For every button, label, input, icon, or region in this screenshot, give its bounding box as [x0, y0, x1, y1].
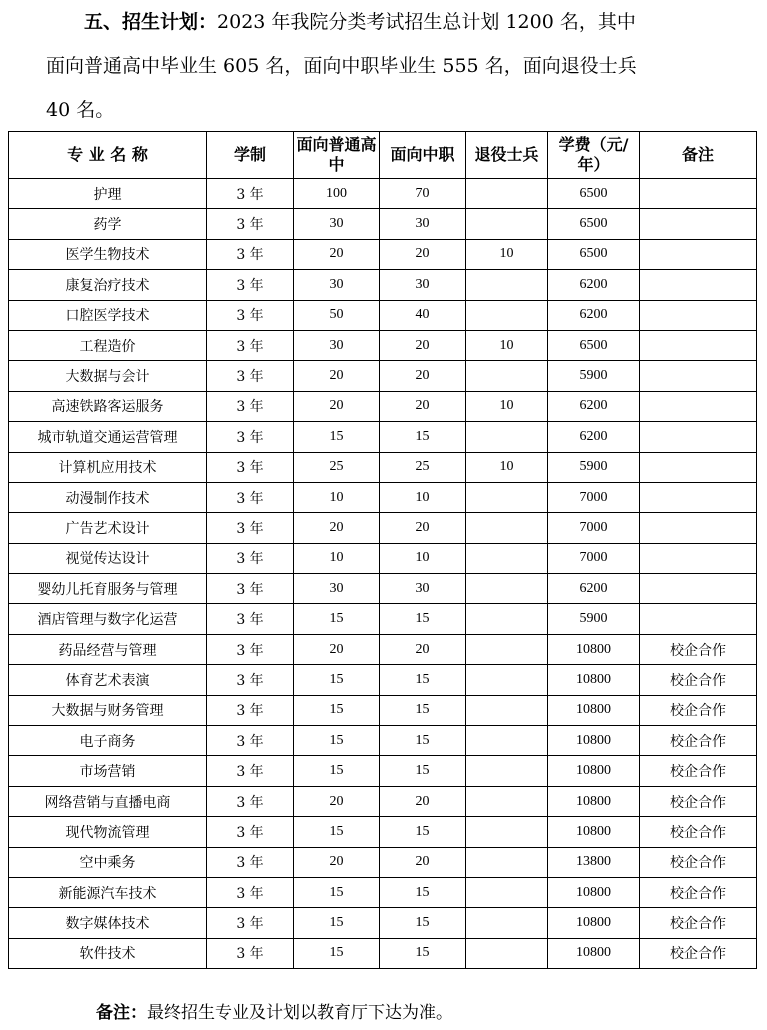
cell-tuition: 6200: [548, 270, 640, 300]
cell-major-name: 软件技术: [9, 938, 207, 968]
cell-remarks: [640, 361, 757, 391]
cell-duration: 3 年: [207, 300, 294, 330]
table-row: [9, 847, 757, 877]
cell-major-name: 口腔医学技术: [9, 300, 207, 330]
cell-vocational: 20: [380, 634, 466, 664]
cell-duration: 3 年: [207, 452, 294, 482]
footnote: [96, 998, 453, 1023]
cell-vocational: 40: [380, 300, 466, 330]
cell-tuition: 6200: [548, 391, 640, 421]
cell-vocational: 15: [380, 726, 466, 756]
header-remarks: 备注: [640, 132, 757, 179]
cell-vocational: 20: [380, 513, 466, 543]
cell-veterans: [466, 786, 548, 816]
cell-vocational: 20: [380, 330, 466, 360]
cell-vocational: 15: [380, 817, 466, 847]
cell-tuition: 10800: [548, 938, 640, 968]
cell-tuition: 6500: [548, 330, 640, 360]
cell-general-high-school: 20: [294, 847, 380, 877]
cell-duration: 3 年: [207, 543, 294, 573]
cell-duration: 3 年: [207, 908, 294, 938]
cell-remarks: 校企合作: [640, 726, 757, 756]
cell-remarks: [640, 179, 757, 209]
cell-major-name: 康复治疗技术: [9, 270, 207, 300]
cell-veterans: [466, 695, 548, 725]
cell-veterans: [466, 665, 548, 695]
cell-vocational: 70: [380, 179, 466, 209]
cell-major-name: 药品经营与管理: [9, 634, 207, 664]
cell-vocational: 15: [380, 938, 466, 968]
cell-veterans: 10: [466, 239, 548, 269]
enrollment-plan-table: [8, 131, 757, 969]
cell-veterans: [466, 726, 548, 756]
cell-major-name: 市场营销: [9, 756, 207, 786]
table-row: [9, 300, 757, 330]
cell-tuition: 10800: [548, 695, 640, 725]
cell-major-name: 医学生物技术: [9, 239, 207, 269]
table-row: [9, 665, 757, 695]
cell-vocational: 10: [380, 543, 466, 573]
table-row: [9, 239, 757, 269]
table-row: [9, 604, 757, 634]
cell-veterans: 10: [466, 452, 548, 482]
cell-general-high-school: 15: [294, 422, 380, 452]
cell-tuition: 5900: [548, 452, 640, 482]
cell-general-high-school: 20: [294, 391, 380, 421]
cell-vocational: 30: [380, 209, 466, 239]
cell-duration: 3 年: [207, 209, 294, 239]
cell-veterans: [466, 422, 548, 452]
cell-veterans: [466, 179, 548, 209]
cell-major-name: 电子商务: [9, 726, 207, 756]
cell-duration: 3 年: [207, 391, 294, 421]
table-row: [9, 938, 757, 968]
cell-veterans: [466, 634, 548, 664]
cell-remarks: [640, 574, 757, 604]
cell-general-high-school: 15: [294, 817, 380, 847]
table-row: [9, 756, 757, 786]
cell-duration: 3 年: [207, 179, 294, 209]
intro-line-2: 面向普通高中毕业生 605 名，面向中职毕业生 555 名，面向退役士兵: [46, 55, 637, 77]
cell-remarks: 校企合作: [640, 847, 757, 877]
intro-text-1: 2023 年我院分类考试招生总计划 1200 名，其中: [217, 11, 636, 33]
cell-major-name: 大数据与财务管理: [9, 695, 207, 725]
table-row: [9, 695, 757, 725]
header-vocational: 面向中职: [380, 132, 466, 179]
table-row: [9, 634, 757, 664]
cell-major-name: 广告艺术设计: [9, 513, 207, 543]
cell-remarks: 校企合作: [640, 695, 757, 725]
cell-general-high-school: 15: [294, 726, 380, 756]
cell-major-name: 数字媒体技术: [9, 908, 207, 938]
cell-remarks: [640, 452, 757, 482]
table-row: [9, 482, 757, 512]
cell-remarks: 校企合作: [640, 665, 757, 695]
cell-duration: 3 年: [207, 239, 294, 269]
cell-vocational: 30: [380, 574, 466, 604]
table-row: [9, 726, 757, 756]
cell-general-high-school: 10: [294, 482, 380, 512]
cell-major-name: 网络营销与直播电商: [9, 786, 207, 816]
table-header-row: [9, 132, 757, 179]
cell-veterans: [466, 847, 548, 877]
cell-remarks: 校企合作: [640, 634, 757, 664]
cell-tuition: 10800: [548, 756, 640, 786]
cell-duration: 3 年: [207, 634, 294, 664]
cell-duration: 3 年: [207, 361, 294, 391]
cell-major-name: 工程造价: [9, 330, 207, 360]
cell-vocational: 15: [380, 604, 466, 634]
cell-major-name: 空中乘务: [9, 847, 207, 877]
cell-duration: 3 年: [207, 574, 294, 604]
cell-veterans: [466, 361, 548, 391]
cell-duration: 3 年: [207, 270, 294, 300]
table-body: [9, 179, 757, 969]
cell-vocational: 20: [380, 239, 466, 269]
cell-remarks: [640, 482, 757, 512]
footnote-text: 最终招生专业及计划以教育厅下达为准。: [147, 1003, 453, 1023]
intro-line-3: 40 名。: [46, 99, 115, 121]
cell-remarks: [640, 330, 757, 360]
cell-vocational: 30: [380, 270, 466, 300]
cell-duration: 3 年: [207, 695, 294, 725]
cell-remarks: 校企合作: [640, 908, 757, 938]
cell-remarks: 校企合作: [640, 817, 757, 847]
cell-remarks: [640, 391, 757, 421]
cell-vocational: 15: [380, 695, 466, 725]
cell-remarks: [640, 422, 757, 452]
table-row: [9, 877, 757, 907]
cell-remarks: [640, 239, 757, 269]
table-row: [9, 270, 757, 300]
cell-general-high-school: 20: [294, 786, 380, 816]
cell-tuition: 7000: [548, 543, 640, 573]
cell-remarks: 校企合作: [640, 938, 757, 968]
table-row: [9, 817, 757, 847]
cell-remarks: [640, 543, 757, 573]
cell-veterans: [466, 300, 548, 330]
header-veterans: 退役士兵: [466, 132, 548, 179]
cell-duration: 3 年: [207, 482, 294, 512]
cell-duration: 3 年: [207, 513, 294, 543]
cell-vocational: 20: [380, 361, 466, 391]
cell-general-high-school: 100: [294, 179, 380, 209]
cell-general-high-school: 15: [294, 908, 380, 938]
cell-remarks: 校企合作: [640, 877, 757, 907]
cell-duration: 3 年: [207, 756, 294, 786]
cell-tuition: 13800: [548, 847, 640, 877]
cell-general-high-school: 50: [294, 300, 380, 330]
cell-tuition: 6200: [548, 574, 640, 604]
cell-duration: 3 年: [207, 938, 294, 968]
table-row: [9, 513, 757, 543]
cell-tuition: 5900: [548, 361, 640, 391]
cell-general-high-school: 30: [294, 209, 380, 239]
cell-veterans: [466, 482, 548, 512]
cell-tuition: 10800: [548, 877, 640, 907]
cell-major-name: 动漫制作技术: [9, 482, 207, 512]
cell-duration: 3 年: [207, 330, 294, 360]
cell-general-high-school: 20: [294, 513, 380, 543]
cell-vocational: 20: [380, 391, 466, 421]
cell-veterans: [466, 574, 548, 604]
cell-remarks: [640, 604, 757, 634]
cell-major-name: 计算机应用技术: [9, 452, 207, 482]
section-heading: 五、招生计划：: [84, 11, 218, 33]
cell-general-high-school: 15: [294, 604, 380, 634]
cell-tuition: 10800: [548, 634, 640, 664]
footnote-label: 备注：: [96, 1003, 147, 1023]
header-general-high-school: 面向普通高中: [294, 132, 380, 179]
cell-veterans: [466, 908, 548, 938]
cell-major-name: 酒店管理与数字化运营: [9, 604, 207, 634]
cell-tuition: 6200: [548, 422, 640, 452]
cell-veterans: [466, 938, 548, 968]
cell-veterans: [466, 270, 548, 300]
cell-veterans: [466, 513, 548, 543]
cell-veterans: [466, 817, 548, 847]
cell-veterans: [466, 543, 548, 573]
cell-tuition: 10800: [548, 908, 640, 938]
cell-tuition: 6500: [548, 209, 640, 239]
table-row: [9, 574, 757, 604]
cell-major-name: 大数据与会计: [9, 361, 207, 391]
cell-general-high-school: 20: [294, 361, 380, 391]
cell-major-name: 婴幼儿托育服务与管理: [9, 574, 207, 604]
cell-duration: 3 年: [207, 786, 294, 816]
cell-vocational: 15: [380, 422, 466, 452]
table-row: [9, 391, 757, 421]
cell-general-high-school: 15: [294, 665, 380, 695]
cell-vocational: 20: [380, 847, 466, 877]
header-tuition: 学费（元/年）: [548, 132, 640, 179]
cell-general-high-school: 20: [294, 239, 380, 269]
table-row: [9, 179, 757, 209]
cell-general-high-school: 30: [294, 574, 380, 604]
cell-duration: 3 年: [207, 665, 294, 695]
cell-duration: 3 年: [207, 604, 294, 634]
cell-tuition: 10800: [548, 786, 640, 816]
cell-major-name: 高速铁路客运服务: [9, 391, 207, 421]
cell-remarks: [640, 270, 757, 300]
cell-duration: 3 年: [207, 726, 294, 756]
cell-vocational: 15: [380, 908, 466, 938]
cell-major-name: 新能源汽车技术: [9, 877, 207, 907]
cell-general-high-school: 15: [294, 938, 380, 968]
cell-remarks: [640, 209, 757, 239]
cell-veterans: 10: [466, 391, 548, 421]
table-row: [9, 786, 757, 816]
table-row: [9, 543, 757, 573]
cell-tuition: 10800: [548, 726, 640, 756]
cell-general-high-school: 30: [294, 330, 380, 360]
cell-general-high-school: 15: [294, 877, 380, 907]
intro-paragraph: [46, 0, 746, 132]
cell-veterans: [466, 877, 548, 907]
cell-vocational: 20: [380, 786, 466, 816]
cell-vocational: 15: [380, 665, 466, 695]
table-row: [9, 330, 757, 360]
cell-duration: 3 年: [207, 817, 294, 847]
intro-line-1: [46, 0, 746, 44]
cell-general-high-school: 10: [294, 543, 380, 573]
cell-vocational: 15: [380, 877, 466, 907]
cell-tuition: 10800: [548, 817, 640, 847]
cell-major-name: 视觉传达设计: [9, 543, 207, 573]
cell-major-name: 城市轨道交通运营管理: [9, 422, 207, 452]
cell-general-high-school: 30: [294, 270, 380, 300]
cell-general-high-school: 20: [294, 634, 380, 664]
table-row: [9, 361, 757, 391]
cell-tuition: 7000: [548, 482, 640, 512]
cell-vocational: 25: [380, 452, 466, 482]
cell-duration: 3 年: [207, 422, 294, 452]
cell-tuition: 6200: [548, 300, 640, 330]
cell-duration: 3 年: [207, 877, 294, 907]
cell-major-name: 药学: [9, 209, 207, 239]
table-row: [9, 908, 757, 938]
cell-remarks: [640, 513, 757, 543]
cell-tuition: 5900: [548, 604, 640, 634]
cell-duration: 3 年: [207, 847, 294, 877]
cell-remarks: [640, 300, 757, 330]
cell-veterans: [466, 209, 548, 239]
cell-general-high-school: 25: [294, 452, 380, 482]
table-row: [9, 422, 757, 452]
table-row: [9, 452, 757, 482]
cell-tuition: 7000: [548, 513, 640, 543]
cell-tuition: 6500: [548, 239, 640, 269]
cell-tuition: 10800: [548, 665, 640, 695]
cell-major-name: 护理: [9, 179, 207, 209]
cell-remarks: 校企合作: [640, 756, 757, 786]
header-duration: 学制: [207, 132, 294, 179]
cell-remarks: 校企合作: [640, 786, 757, 816]
cell-vocational: 10: [380, 482, 466, 512]
cell-veterans: [466, 604, 548, 634]
cell-general-high-school: 15: [294, 756, 380, 786]
cell-veterans: [466, 756, 548, 786]
cell-tuition: 6500: [548, 179, 640, 209]
cell-general-high-school: 15: [294, 695, 380, 725]
header-major-name: 专 业 名 称: [9, 132, 207, 179]
cell-veterans: 10: [466, 330, 548, 360]
table-row: [9, 209, 757, 239]
cell-vocational: 15: [380, 756, 466, 786]
cell-major-name: 体育艺术表演: [9, 665, 207, 695]
cell-major-name: 现代物流管理: [9, 817, 207, 847]
